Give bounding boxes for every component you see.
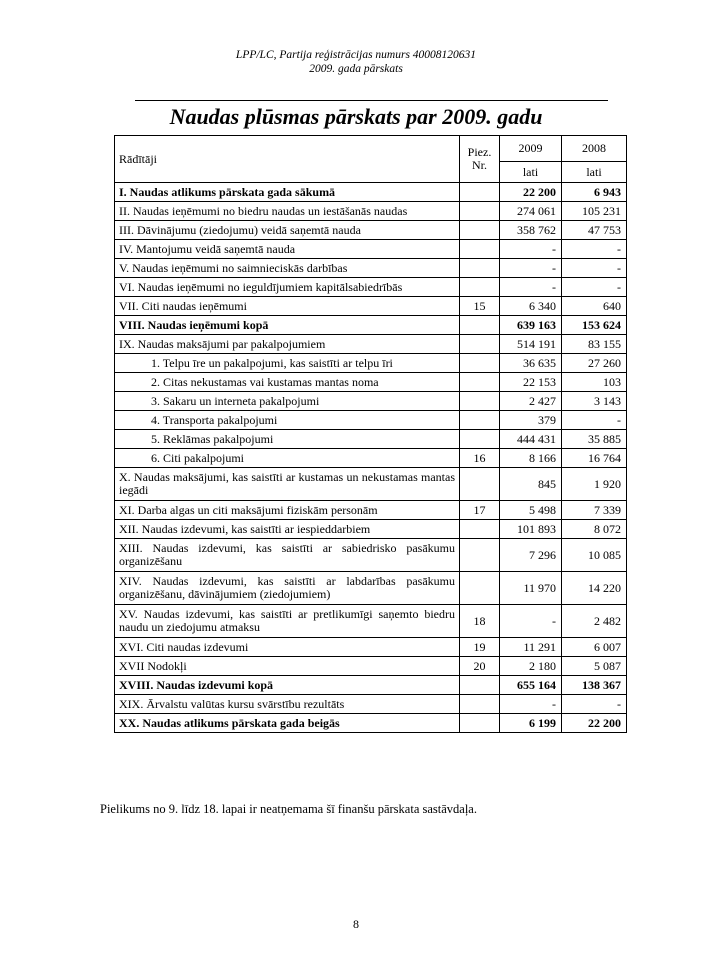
table-row [115,605,627,638]
row-value-2008: 5 087 [562,657,627,676]
table-row [115,676,627,695]
row-value-2009: 2 427 [500,392,562,411]
row-value-2008: 2 482 [562,605,627,638]
row-value-2008: 138 367 [562,676,627,695]
document-header-line-1: LPP/LC, Partija reģistrācijas numurs 40008120631 [235,49,477,61]
row-note [460,714,500,733]
row-value-2008: - [562,240,627,259]
table-row [115,430,627,449]
row-note [460,695,500,714]
table-row [115,501,627,520]
row-value-2008: 3 143 [562,392,627,411]
cash-flow-table [114,135,627,733]
row-value-2009: 379 [500,411,562,430]
row-label: XX. Naudas atlikums pārskata gada beigās [115,714,460,733]
row-label: XVII Nodokļi [115,657,460,676]
row-note: 16 [460,449,500,468]
row-note [460,259,500,278]
page-title: Naudas plūsmas pārskats par 2009. gadu [169,104,543,129]
row-note [460,468,500,501]
row-label: XII. Naudas izdevumi, kas saistīti ar iespieddarbiem [115,520,460,539]
row-value-2008: 640 [562,297,627,316]
column-header-indicators: Rādītāji [115,136,460,183]
row-value-2009: 11 970 [500,572,562,605]
row-note [460,183,500,202]
row-note: 17 [460,501,500,520]
table-row [115,297,627,316]
column-header-note: Piez. Nr. [460,136,500,183]
row-label: XVIII. Naudas izdevumi kopā [115,676,460,695]
row-value-2009: 101 893 [500,520,562,539]
table-row [115,202,627,221]
row-label: 3. Sakaru un interneta pakalpojumi [115,392,460,411]
row-value-2009: - [500,240,562,259]
row-value-2008: - [562,411,627,430]
table-row [115,259,627,278]
row-note: 15 [460,297,500,316]
table-row [115,240,627,259]
page-number: 8 [353,917,359,931]
row-value-2008: 103 [562,373,627,392]
row-value-2008: - [562,259,627,278]
row-value-2008: 1 920 [562,468,627,501]
row-value-2009: 6 340 [500,297,562,316]
row-label: XIII. Naudas izdevumi, kas saistīti ar sabiedrisko pasākumu organizēšanu [115,539,460,572]
row-label: XIX. Ārvalstu valūtas kursu svārstību rezultāts [115,695,460,714]
row-note [460,202,500,221]
row-value-2008: 22 200 [562,714,627,733]
unit-2009: lati [500,162,562,183]
row-value-2009: 639 163 [500,316,562,335]
row-value-2009: 274 061 [500,202,562,221]
row-note [460,539,500,572]
row-value-2008: 6 943 [562,183,627,202]
column-header-2008: 2008 [562,136,627,162]
row-label: VII. Citi naudas ieņēmumi [115,297,460,316]
row-value-2008: - [562,278,627,297]
table-row [115,354,627,373]
table-row [115,714,627,733]
row-label: VI. Naudas ieņēmumi no ieguldījumiem kapitālsabiedrībās [115,278,460,297]
row-value-2009: 8 166 [500,449,562,468]
table-row [115,183,627,202]
row-note [460,676,500,695]
row-label: XIV. Naudas izdevumi, kas saistīti ar labdarības pasākumu organizēšanu, dāvinājumiem (ziedojumiem) [115,572,460,605]
row-value-2009: 11 291 [500,638,562,657]
row-label: V. Naudas ieņēmumi no saimnieciskās darbības [115,259,460,278]
table-row [115,539,627,572]
row-label: III. Dāvinājumu (ziedojumu) veidā saņemtā nauda [115,221,460,240]
row-value-2009: 444 431 [500,430,562,449]
row-value-2009: - [500,259,562,278]
table-row [115,520,627,539]
table-row [115,695,627,714]
row-note [460,335,500,354]
column-header-2009: 2009 [500,136,562,162]
row-label: 2. Citas nekustamas vai kustamas mantas noma [115,373,460,392]
row-note [460,373,500,392]
row-note [460,316,500,335]
table-row [115,335,627,354]
row-value-2008: - [562,695,627,714]
row-value-2008: 7 339 [562,501,627,520]
row-value-2009: 358 762 [500,221,562,240]
row-note [460,354,500,373]
row-note: 18 [460,605,500,638]
row-label: I. Naudas atlikums pārskata gada sākumā [115,183,460,202]
unit-2008: lati [562,162,627,183]
table-row [115,449,627,468]
row-note: 19 [460,638,500,657]
table-row [115,572,627,605]
row-note [460,520,500,539]
row-value-2008: 35 885 [562,430,627,449]
row-value-2008: 16 764 [562,449,627,468]
row-label: II. Naudas ieņēmumi no biedru naudas un iestāšanās naudas [115,202,460,221]
row-note [460,572,500,605]
row-value-2009: 7 296 [500,539,562,572]
row-value-2008: 6 007 [562,638,627,657]
table-row [115,221,627,240]
row-value-2009: 2 180 [500,657,562,676]
row-value-2009: - [500,278,562,297]
row-label: XI. Darba algas un citi maksājumi fiziskām personām [115,501,460,520]
document-header-line-2: 2009. gada pārskats [309,63,403,75]
row-label: 6. Citi pakalpojumi [115,449,460,468]
table-row [115,411,627,430]
header-divider [135,100,608,101]
row-note: 20 [460,657,500,676]
row-note [460,221,500,240]
row-label: XVI. Citi naudas izdevumi [115,638,460,657]
row-value-2009: 514 191 [500,335,562,354]
table-row [115,468,627,501]
row-value-2008: 153 624 [562,316,627,335]
row-value-2009: 6 199 [500,714,562,733]
table-row [115,278,627,297]
row-note [460,430,500,449]
row-value-2008: 105 231 [562,202,627,221]
footnote: Pielikums no 9. līdz 18. lapai ir neatņemama šī finanšu pārskata sastāvdaļa. [100,802,477,816]
row-value-2008: 83 155 [562,335,627,354]
table-row [115,657,627,676]
row-label: IV. Mantojumu veidā saņemtā nauda [115,240,460,259]
row-label: 1. Telpu īre un pakalpojumi, kas saistīti ar telpu īri [115,354,460,373]
row-note [460,240,500,259]
row-label: XV. Naudas izdevumi, kas saistīti ar pretlikumīgi saņemto biedru naudu un ziedojumu atmaksu [115,605,460,638]
row-value-2009: 22 153 [500,373,562,392]
row-value-2009: - [500,605,562,638]
row-label: 5. Reklāmas pakalpojumi [115,430,460,449]
table-row [115,373,627,392]
row-label: VIII. Naudas ieņēmumi kopā [115,316,460,335]
row-value-2008: 27 260 [562,354,627,373]
row-value-2009: 655 164 [500,676,562,695]
row-label: IX. Naudas maksājumi par pakalpojumiem [115,335,460,354]
row-value-2009: 5 498 [500,501,562,520]
row-note [460,278,500,297]
row-value-2009: 22 200 [500,183,562,202]
row-note [460,392,500,411]
row-value-2008: 47 753 [562,221,627,240]
table-row [115,638,627,657]
row-value-2009: 36 635 [500,354,562,373]
row-value-2008: 8 072 [562,520,627,539]
row-value-2008: 14 220 [562,572,627,605]
table-row [115,316,627,335]
row-value-2009: 845 [500,468,562,501]
row-value-2008: 10 085 [562,539,627,572]
row-label: 4. Transporta pakalpojumi [115,411,460,430]
row-value-2009: - [500,695,562,714]
table-header-row [115,136,627,162]
row-label: X. Naudas maksājumi, kas saistīti ar kustamas un nekustamas mantas iegādi [115,468,460,501]
table-row [115,392,627,411]
row-note [460,411,500,430]
